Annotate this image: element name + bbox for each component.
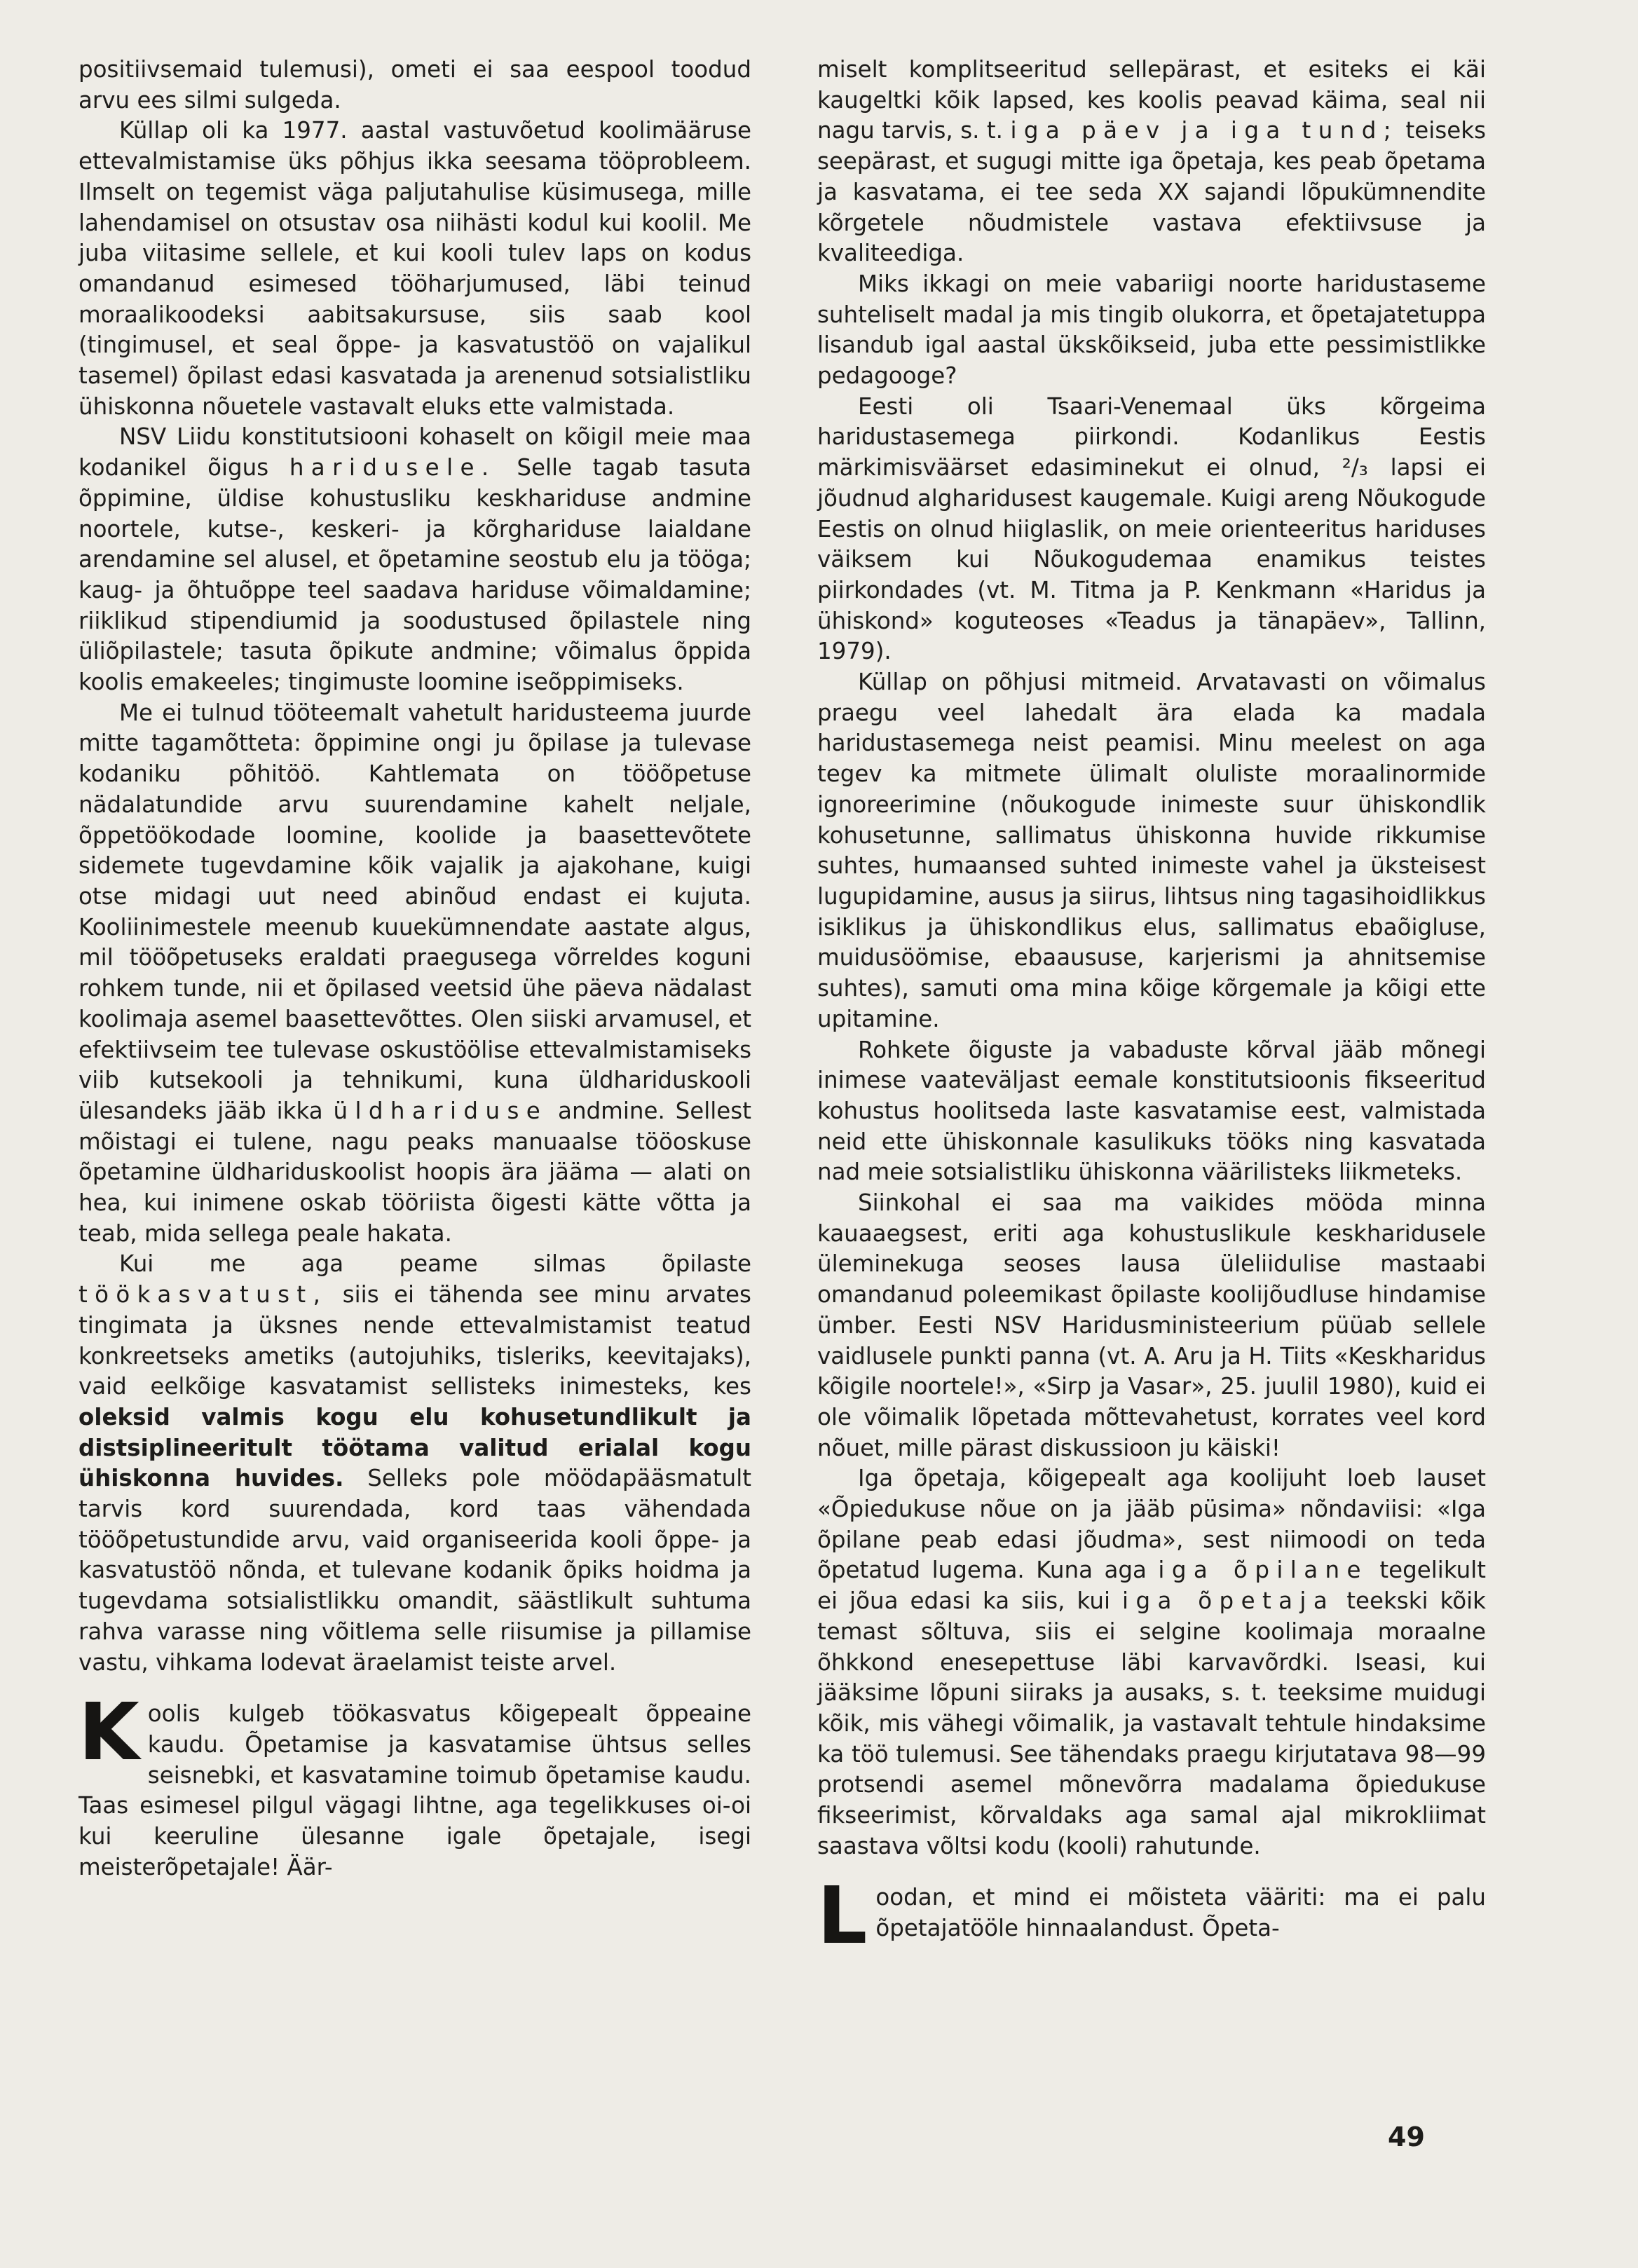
right-column (817, 55, 1487, 1962)
text-run: teekski kõik temast sõltuva, siis ei selgine koolimaja moraalne õhkkond enesepettuse läbi karvavõrdki. Iseasi, kui jääksime lõpuni siiraks ja ausaks, s. t. teeksime muidugi kõik, mis vähegi võimalik, ja vastavalt tehtule hindaksime ka töö tulemusi. See tähendaks praegu kirjutatava 98—99 protsendi asemel mõnevõrra madalama õpiedukuse fikseerimist, kõrvaldaks aga samal ajal mikrokliimat saastava võltsi kodu (kooli) rahutunde. (817, 1587, 1486, 1859)
left-column (79, 55, 751, 1883)
text-run: NSV Liidu konstitutsiooni kohaselt on kõigil meie maa kodanikel õigus (79, 423, 751, 481)
paragraph-with-dropcap (79, 1687, 751, 1883)
text-run: andmine. Sellest mõistagi ei tulene, nagu peaks manuaalse tööoskuse õpetamine üldhariduskoolist hoopis ära jääma — alati on hea, kui inimene oskab tööriista õigesti kätte võtta ja teab, mida sellega peale hakata. (79, 1097, 751, 1247)
paragraph: positiivsemaid tulemusi), ometi ei saa eespool toodud arvu ees silmi sulgeda. (79, 56, 751, 114)
text-run: siis ei tähenda see minu arvates tingimata ja üksnes nende ettevalmistamist teatud konkreetseks ametiks (autojuhiks, tisleriks, keevitajaks), vaid eelkõige kasvatamist sellisteks inimesteks, kes (79, 1281, 751, 1400)
spaced-emphasis: iga õpilane (1158, 1557, 1368, 1584)
text-run: Iga õpetaja, kõigepealt aga koolijuht loeb lauset «Õpiedukuse nõue on ja jääb püsima» nõndaviisi: «Iga õpilane peab edasi jõudma», sest niimoodi on teda õpetatud lugema. Kuna aga (817, 1465, 1486, 1584)
paragraph: Miks ikkagi on meie vabariigi noorte haridustaseme suhteliselt madal ja mis tingib olukorra, et õpetajatetuppa lisandub igal aastal ükskõikseid, juba ette pessimistlikke pedagooge? (817, 270, 1486, 390)
dropcap: L (817, 1871, 868, 1962)
paragraph (79, 1249, 751, 1678)
paragraph (817, 1463, 1486, 1861)
dropcap: K (79, 1687, 139, 1779)
text-run: Selleks pole möödapääsmatult tarvis kord suurendada, kord taas vähendada tööõpetustundide arvu, vaid organiseerida kooli õppe- ja kasvatustöö nõnda, et tulevane kodanik õpiks hoidma ja tugevdama sotsialistlikku omandit, säästlikult suhtuma rahva varasse ning võitlema selle riisumise ja pillamise vastu, vihkama lodevat äraelamist teiste arvel. (79, 1465, 751, 1676)
spaced-emphasis: haridusele. (289, 454, 496, 481)
text-run: Me ei tulnud tööteemalt vahetult haridusteema juurde mitte tagamõtteta: õppimine ongi ju õpilase ja tulevase kodaniku põhitöö. Kahtlemata on tööõpetuse nädalatundide arvu suurendamine kahelt neljale, õppetöökodade loomine, koolide ja baasettevõtete sidemete tugevdamine kõik vajalik ja ajakohane, kuigi otse midagi uut need abinõud endast ei kujuta. Kooliinimestele meenub kuuekümnendate aastate algus, mil tööõpetuseks eraldati praegusega võrreldes koguni rohkem tunde, nii et õpilased veetsid ühe päeva nädalast koolimaja asemel baasettevõttes. Olen siiski arvamusel, et efektiivseim tee tulevase oskustöölise ettevalmistamiseks viib kutsekooli ja tehnikumi, kuna üldhariduskooli ülesandeks jääb ikka (79, 699, 751, 1124)
paragraph: Siinkohal ei saa ma vaikides mööda minna kauaaegsest, eriti aga kohustuslikule keskharidusele üleminekuga seoses lausa üleliidulise mastaabi omandanud poleemikast õpilaste koolijõudluse hindamise ümber. Eesti NSV Haridusministeerium püüab sellele vaidlusele punkti panna (vt. A. Aru ja H. Tiits «Keskharidus kõigile noortele!», «Sirp ja Vasar», 25. juulil 1980), kuid ei ole võimalik lõpetada mõttevahetust, korrates veel kord nõuet, mille pärast diskussioon ju käiski! (817, 1189, 1486, 1461)
paragraph-with-dropcap (817, 1871, 1486, 1962)
paragraph: Eesti oli Tsaari-Venemaal üks kõrgeima haridustasemega piirkondi. Kodanlikus Eestis märkimisväärset edasiminekut ei olnud, ²/₃ lapsi ei jõudnud algharidusest kaugemale. Kuigi areng Nõukogude Eestis on olnud hiiglaslik, on meie orienteeritus hariduses väiksem kui Nõukogudemaa enamikus teistes piirkondades (vt. M. Titma ja P. Kenkmann «Haridus ja ühiskond» koguteoses «Teadus ja tänapäev», Tallinn, 1979). (817, 392, 1486, 665)
paragraph: Rohkete õiguste ja vabaduste kõrval jääb mõnegi inimese vaateväljast eemale konstitutsioonis fikseeritud kohustus hoolitseda laste kasvatamise eest, valmistada neid ette ühiskonnale kasulikuks tööks ning kasvatada nad meie sotsialistliku ühiskonna väärilisteks liikmeteks. (817, 1036, 1486, 1186)
text-run: oodan, et mind ei mõisteta vääriti: ma ei palu õpetajatööle hinnaalandust. Õpeta- (875, 1884, 1486, 1942)
spaced-emphasis: iga õpetaja (1122, 1587, 1335, 1615)
text-run: Selle tagab tasuta õppimine, üldise kohustusliku keskhariduse andmine noortele, kutse-, keskeri- ja kõrghariduse laialdane arendamine sel alusel, et õpetamine seostub elu ja tööga; kaug- ja õhtuõppe teel saadava hariduse võimaldamine; riiklikud stipendiumid ja soodustused õpilastele ning üliõpilastele; tasuta õpikute andmine; võimalus õppida koolis emakeeles; tingimuste loomine iseõppimiseks. (79, 454, 751, 696)
text-run: teiseks seepärast, et sugugi mitte iga õpetaja, kes peab õpetama ja kasvatama, ei tee seda XX sajandi lõpukümnendite kõrgetele nõudmistele vastava efektiivsuse ja kvaliteediga. (817, 117, 1486, 267)
paragraph (79, 698, 751, 1250)
paragraph: Küllap on põhjusi mitmeid. Arvatavasti on võimalus praegu veel lahedalt ära elada ka madala haridustasemega neist peamisi. Minu meelest on aga tegev ka mitmete ülimalt oluliste moraalinormide ignoreerimine (nõukogude inimeste suur ühiskondlik kohusetunne, sallimatus ühiskonna huvide rikkumise suhtes, humaansed suhted inimeste vahel ja üksteisest lugupidamine, ausus ja siirus, lihtsus ning tagasihoidlikkus isiklikus ja ühiskondlikus elus, sallimatus ebaõigluse, muidusöömise, ebaaususe, karjerismi ja ahnitsemise suhtes), samuti oma mina kõige kõrgemale ja kõigi ette upitamine. (817, 669, 1486, 1032)
spaced-emphasis: iga päev ja iga tund; (1010, 117, 1399, 144)
page-number: 49 (1388, 2122, 1425, 2152)
bold-emphasis: oleksid valmis kogu elu kohusetundlikult ja distsiplineeritult töötama valitud erialal kogu ühiskonna huvides. (79, 1403, 751, 1492)
text-run: oolis kulgeb töökasvatus kõigepealt õppeaine kaudu. Õpetamise ja kasvatamise ühtsus selles seisnebki, et kasvatamine toimub õpetamise kaudu. Taas esimesel pilgul vägagi lihtne, aga tegelikkuses oi-oi kui keeruline ülesanne igale õpetajale, isegi meisterõpetajale! Äär- (79, 1700, 751, 1880)
text-run: tegelikult ei jõua edasi ka siis, kui (817, 1557, 1487, 1615)
text-run: Kui me aga peame silmas õpilaste (119, 1250, 751, 1278)
text-run: miselt komplitseeritud sellepärast, et esiteks ei käi kaugeltki kõik lapsed, kes koolis peavad käima, seal nii nagu tarvis, s. t. (817, 56, 1486, 144)
paragraph (79, 422, 751, 697)
paragraph (817, 55, 1486, 269)
spaced-emphasis: üldhariduse (333, 1097, 548, 1124)
spaced-emphasis: töökasvatust, (79, 1281, 328, 1309)
paragraph: Küllap oli ka 1977. aastal vastuvõetud koolimääruse ettevalmistamise üks põhjus ikka seesama tööprobleem. Ilmselt on tegemist väga paljutahulise küsimusega, mille lahendamisel on otsustav osa niihästi kodul kui koolil. Me juba viitasime sellele, et kui kooli tulev laps on kodus omandanud esimesed tööharjumused, läbi teinud moraalikoodeksi aabitsakursuse, siis saab kool (tingimusel, et seal õppe- ja kasvatustöö on vajalikul tasemel) õpilast edasi kasvatada ja arenenud sotsialistliku ühiskonna nõuetele vastavalt eluks ette valmistada. (79, 117, 751, 420)
